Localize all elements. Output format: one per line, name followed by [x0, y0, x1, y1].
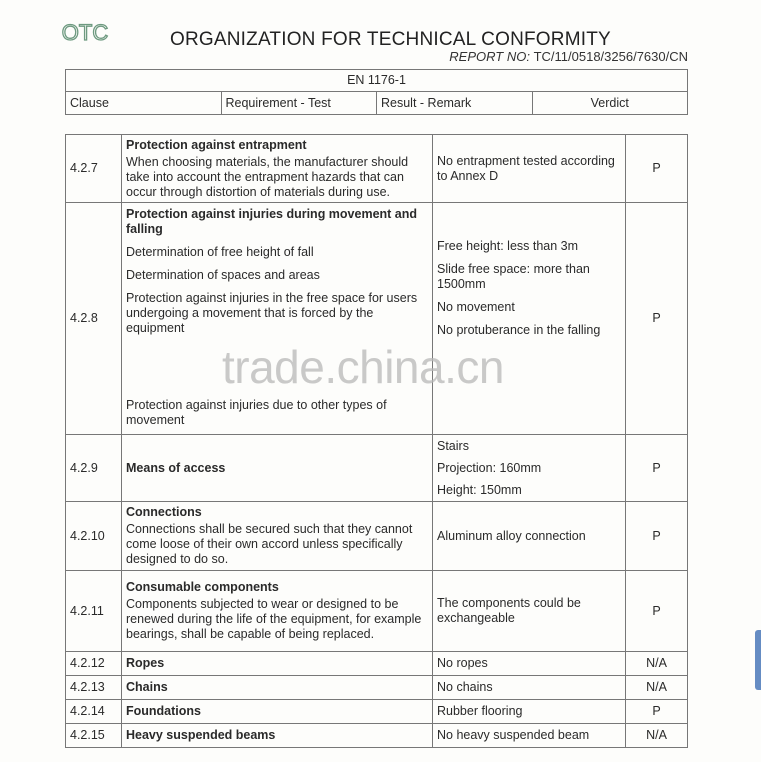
requirement-text: Connections shall be secured such that they cannot come loose of their own accord unless specifically designed to do so. [126, 522, 413, 566]
requirement-cell [122, 700, 433, 724]
requirement-title: Heavy suspended beams [126, 728, 276, 742]
report-number-line [449, 49, 688, 64]
clause-cell: 4.2.7 [66, 135, 122, 203]
verdict-cell: P [626, 700, 688, 724]
result-cell: No chains [433, 676, 626, 700]
clause-cell: 4.2.12 [66, 652, 122, 676]
requirement-title: Means of access [126, 460, 226, 475]
table-row [66, 700, 688, 724]
clause-cell: 4.2.15 [66, 724, 122, 748]
report-label: REPORT NO: [449, 49, 530, 64]
otc-logo-text: OTC [61, 20, 109, 45]
requirement-text: When choosing materials, the manufacturer should take into account the entrapment hazards that can occur through distortion of materials during use. [126, 154, 409, 199]
col-header-result: Result - Remark [377, 92, 533, 115]
result-text: Slide free space: more than 1500mm [437, 262, 590, 291]
table-row [66, 502, 688, 571]
clause-cell: 4.2.10 [66, 502, 122, 571]
col-header-verdict: Verdict [532, 92, 688, 115]
result-text: Stairs [437, 438, 469, 453]
verdict-cell: N/A [626, 724, 688, 748]
result-cell [433, 435, 626, 502]
table-row [66, 652, 688, 676]
org-title: ORGANIZATION FOR TECHNICAL CONFORMITY [170, 29, 611, 50]
result-cell: No entrapment tested according to Annex D [433, 135, 626, 203]
clause-cell: 4.2.13 [66, 676, 122, 700]
requirement-cell [122, 502, 433, 571]
clause-cell: 4.2.11 [66, 571, 122, 652]
requirement-text: Determination of free height of fall [126, 245, 314, 259]
table-row [66, 203, 688, 435]
verdict-cell: N/A [626, 676, 688, 700]
result-cell: No ropes [433, 652, 626, 676]
requirement-text: Protection against injuries due to other types of movement [126, 398, 387, 427]
requirement-text: Determination of spaces and areas [126, 268, 320, 282]
col-header-requirement: Requirement - Test [221, 92, 377, 115]
result-cell: The components could be exchangeable [433, 571, 626, 652]
edge-stain [755, 630, 761, 690]
standard-title: EN 1176-1 [66, 70, 688, 92]
requirement-cell [122, 571, 433, 652]
report-number: TC/11/0518/3256/7630/CN [533, 49, 688, 64]
table-row [66, 135, 688, 203]
clause-cell: 4.2.8 [66, 203, 122, 435]
requirement-cell [122, 652, 433, 676]
verdict-cell: P [626, 502, 688, 571]
verdict-cell: P [626, 571, 688, 652]
conformity-table [65, 134, 688, 748]
requirement-title: Chains [126, 680, 168, 694]
requirement-title: Foundations [126, 704, 201, 718]
verdict-cell: N/A [626, 652, 688, 676]
clause-cell: 4.2.9 [66, 435, 122, 502]
col-header-clause: Clause [66, 92, 222, 115]
verdict-cell: P [626, 435, 688, 502]
otc-logo [61, 10, 109, 48]
result-text: Height: 150mm [437, 482, 522, 497]
requirement-title: Connections [126, 505, 202, 519]
requirement-text: Protection against injuries in the free space for users undergoing a movement that is forced by the equipment [126, 291, 418, 335]
requirement-title: Consumable components [126, 580, 279, 594]
result-cell: Rubber flooring [433, 700, 626, 724]
watermark: trade.china.cn [222, 341, 504, 393]
verdict-cell: P [626, 135, 688, 203]
result-text: No movement [437, 300, 515, 314]
requirement-cell [122, 203, 433, 435]
result-cell [433, 203, 626, 435]
header-table [65, 69, 688, 115]
result-cell: No heavy suspended beam [433, 724, 626, 748]
requirement-cell [122, 676, 433, 700]
table-row [66, 571, 688, 652]
requirement-cell [122, 135, 433, 203]
verdict-cell: P [626, 203, 688, 435]
table-row [66, 435, 688, 502]
requirement-cell [122, 435, 433, 502]
requirement-title: Protection against injuries during movement and falling [126, 207, 418, 236]
table-row [66, 676, 688, 700]
requirement-cell [122, 724, 433, 748]
result-cell: Aluminum alloy connection [433, 502, 626, 571]
result-text: No protuberance in the falling [437, 323, 601, 337]
clause-cell: 4.2.14 [66, 700, 122, 724]
requirement-text: Components subjected to wear or designed to be renewed during the life of the equipment, for example bearings, shall be capable of being replaced. [126, 597, 422, 641]
result-text: Projection: 160mm [437, 460, 542, 475]
requirement-title: Ropes [126, 656, 165, 670]
result-text: Free height: less than 3m [437, 239, 579, 253]
table-row [66, 724, 688, 748]
requirement-title: Protection against entrapment [126, 137, 307, 152]
